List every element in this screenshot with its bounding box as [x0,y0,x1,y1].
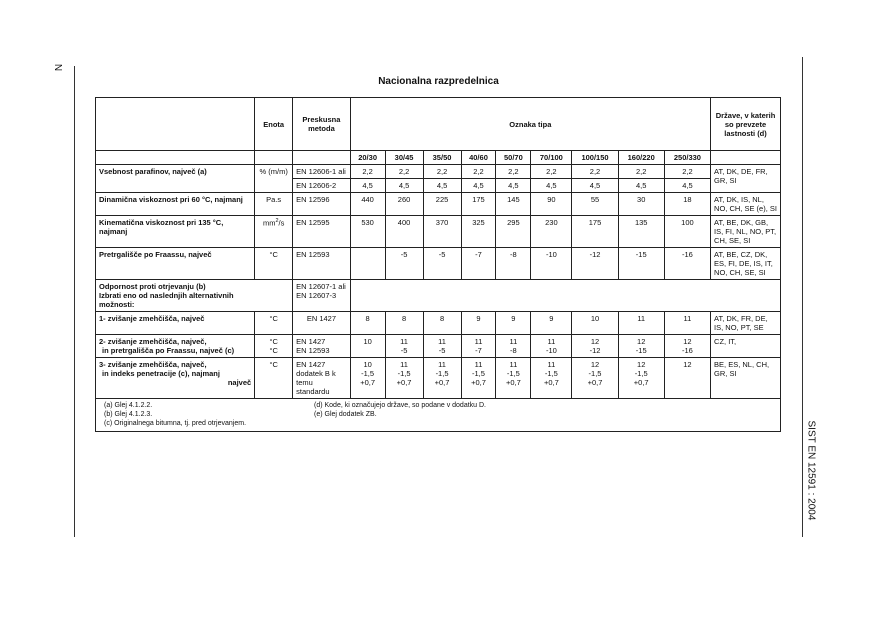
value-cell [618,335,664,358]
value-cell: 4,5 [423,179,461,193]
value-cell [461,358,496,399]
value-cell: 2,2 [572,165,618,179]
table-row [96,358,781,399]
countries-opt1: AT, DK, FR, DE, IS, NO, PT, SE [711,312,781,335]
opt3-method-1: EN 1427 [296,360,326,369]
opt3-value: 11 [474,360,483,369]
opt2-method-2: EN 12593 [296,346,330,355]
opt3-value: +0,7 [543,378,559,387]
property-fraass: Pretrgališče po Fraassu, največ [96,248,255,280]
value-cell [572,335,618,358]
right-margin-line [802,57,803,537]
footnotes-row [96,399,781,432]
value-cell [531,358,572,399]
property-hardening [96,280,255,312]
value-cell: 2,2 [496,165,531,179]
grade-label: 70/100 [531,151,572,165]
value-cell [350,358,385,399]
value-cell: 4,5 [461,179,496,193]
value-cell: 4,5 [350,179,385,193]
value-cell: 100 [664,216,710,248]
value-cell: 9 [531,312,572,335]
value-cell [461,335,496,358]
grade-label: 35/50 [423,151,461,165]
value-cell: 530 [350,216,385,248]
value-cell: -8 [496,248,531,280]
value-cell: -10 [531,248,572,280]
opt2-value: -16 [682,346,693,355]
value-cell [572,358,618,399]
table-row [96,335,781,358]
opt2-value: 11 [400,337,408,346]
value-cell: 2,2 [618,165,664,179]
header-property [96,98,255,151]
method-dyn-visc: EN 12596 [293,193,351,216]
opt3-value: -1,5 [361,369,375,378]
unit-dyn-visc: Pa.s [255,193,293,216]
opt3-value: +0,7 [396,378,412,387]
value-cell: 4,5 [531,179,572,193]
header-grade-caption: Oznaka tipa [350,98,710,151]
standard-identifier: SIST EN 12591 : 2004 [805,420,817,521]
opt3-value: -1,5 [544,369,558,378]
table-row [96,280,781,312]
unit-paraffin: % (m/m) [255,165,293,193]
method-kin-visc: EN 12595 [293,216,351,248]
value-cell [496,335,531,358]
property-opt1: 1- zvišanje zmehčišča, največ [96,312,255,335]
countries-opt3: BE, ES, NL, CH, GR, SI [711,358,781,399]
value-cell [664,335,710,358]
opt3-value: -1,5 [435,369,449,378]
value-cell: 175 [461,193,496,216]
grade-label: 160/220 [618,151,664,165]
left-page-marker: N [52,63,64,72]
value-cell: 9 [496,312,531,335]
opt3-value: +0,7 [360,378,376,387]
national-table [95,97,781,432]
property-paraffin: Vsebnost parafinov, največ (a) [96,165,255,193]
opt3-value: 10 [363,360,372,369]
unit-kin-visc [255,216,293,248]
opt3-value: 12 [590,360,600,369]
value-cell [350,335,385,358]
grade-label: 20/30 [350,151,385,165]
table-row [96,193,781,216]
opt2-line-2: in pretrgališča po Fraassu, največ (c) [102,346,235,355]
table-row [96,216,781,248]
method-opt2 [293,335,351,358]
opt3-method-2: dodatek B k temu standardu [296,369,336,396]
opt2-value: -15 [635,346,647,355]
table-title: Nacionalna razpredelnica [378,76,499,87]
opt3-line-3: največ [227,378,252,387]
value-cell: -12 [572,248,618,280]
opt3-value: 11 [400,360,408,369]
value-cell: 8 [385,312,423,335]
footnote-e: (e) Glej dodatek ZB. [314,410,377,418]
value-cell: 175 [572,216,618,248]
opt2-value: -10 [545,346,557,355]
opt3-value: +0,7 [471,378,486,387]
value-cell: 55 [572,193,618,216]
opt2-line-1: 2- zvišanje zmehčišča, največ, [99,337,207,346]
unit-base: mm [262,218,276,228]
opt3-value: +0,7 [633,378,649,387]
value-cell: 4,5 [664,179,710,193]
value-cell: 4,5 [385,179,423,193]
value-cell: 2,2 [385,165,423,179]
opt3-line-2: in indeks penetracije (c), najmanj [102,369,220,378]
grade-label: 30/45 [385,151,423,165]
header-row [96,98,781,151]
value-cell: -5 [423,248,461,280]
value-cell: 2,2 [664,165,710,179]
value-cell: 8 [423,312,461,335]
value-cell: -7 [461,248,496,280]
value-cell: 145 [496,193,531,216]
value-cell: 4,5 [572,179,618,193]
property-opt2 [96,335,255,358]
opt2-unit-1: °C [269,337,278,346]
value-cell [385,335,423,358]
grades-row [96,151,781,165]
value-cell: 90 [531,193,572,216]
opt3-value: 12 [683,360,692,369]
hardening-blank [350,280,780,312]
countries-opt2: CZ, IT, [711,335,781,358]
value-cell: 295 [496,216,531,248]
unit-sup: 2 [275,218,279,224]
method-paraffin-2: EN 12606-2 [293,179,351,193]
value-cell: 2,2 [461,165,496,179]
value-cell: 2,2 [423,165,461,179]
opt3-value: 11 [547,360,556,369]
value-cell: 400 [385,216,423,248]
hardening-subtitle: Izbrati eno od naslednjih alternativnih možnosti: [99,291,234,309]
opt2-value: 11 [509,337,518,346]
value-cell: -5 [385,248,423,280]
method-opt3 [293,358,351,399]
left-margin-line [74,66,75,537]
opt3-value: -1,5 [397,369,411,378]
value-cell: 9 [461,312,496,335]
footnote-d: (d) Kode, ki označujejo države, so podane v dodatku D. [314,402,486,409]
grade-label: 50/70 [496,151,531,165]
value-cell: 325 [461,216,496,248]
property-opt3 [96,358,255,399]
countries-paraffin: AT, DK, DE, FR, GR, SI [711,165,781,193]
value-cell: 225 [423,193,461,216]
grade-label: 40/60 [461,151,496,165]
hardening-title: Odpornost proti otrjevanju (b) [99,282,206,291]
value-cell: -15 [618,248,664,280]
opt3-value: 11 [509,360,518,369]
value-cell: 370 [423,216,461,248]
value-cell [496,358,531,399]
opt2-value: 11 [547,337,556,346]
opt2-value: -7 [475,346,482,355]
value-cell: 18 [664,193,710,216]
value-cell: 260 [385,193,423,216]
opt3-value: -1,5 [588,369,602,378]
opt3-value: +0,7 [434,378,450,387]
unit-tail: /s [278,218,285,228]
value-cell [350,248,385,280]
opt2-value: 12 [683,337,692,346]
opt2-value: 10 [363,337,372,346]
header-method: Preskusna metoda [293,98,351,151]
table-row [96,312,781,335]
method-paraffin-1: EN 12606-1 ali [293,165,351,179]
method-hardening: EN 12607-1 ali EN 12607-3 [293,280,351,312]
opt2-value: 12 [590,337,600,346]
grade-label: 100/150 [572,151,618,165]
opt3-value: -1,5 [634,369,648,378]
footnote-c: (c) Originalnega bitumna, tj. pred otrjevanjem. [104,419,247,427]
grade-label: 250/330 [664,151,710,165]
value-cell: 11 [664,312,710,335]
value-cell: 11 [618,312,664,335]
value-cell: 8 [350,312,385,335]
opt2-method-1: EN 1427 [296,337,326,346]
unit-opt3: °C [255,358,293,399]
property-dyn-visc: Dinamična viskoznost pri 60 °C, najmanj [96,193,255,216]
value-cell: 2,2 [531,165,572,179]
opt2-value: -5 [438,346,446,355]
unit-opt1: °C [255,312,293,335]
table-row [96,165,781,179]
opt2-value: 12 [637,337,646,346]
opt2-value: 11 [438,337,446,346]
grades-blank [255,151,293,165]
property-kin-visc: Kinematična viskoznost pri 135 °C, najmanj [96,216,255,248]
value-cell: 2,2 [350,165,385,179]
countries-kin-visc: AT, BE, DK, GB, IS, FI, NL, NO, PT, CH, SE, SI [711,216,781,248]
value-cell [531,335,572,358]
value-cell [423,335,461,358]
value-cell [618,358,664,399]
opt3-value: -1,5 [506,369,520,378]
opt3-value: -1,5 [472,369,485,378]
value-cell [385,358,423,399]
opt3-value: 11 [438,360,446,369]
value-cell: 4,5 [618,179,664,193]
opt2-value: -12 [589,346,601,355]
opt2-unit-2: °C [269,346,278,355]
method-fraass: EN 12593 [293,248,351,280]
value-cell: 30 [618,193,664,216]
grades-blank [711,151,781,165]
footnotes [96,399,781,432]
unit-opt2 [255,335,293,358]
value-cell: 4,5 [496,179,531,193]
table-row [96,248,781,280]
value-cell [423,358,461,399]
header-unit: Enota [255,98,293,151]
opt2-value: 11 [474,337,483,346]
opt2-value: -8 [510,346,517,355]
countries-dyn-visc: AT, DK, IS, NL, NO, CH, SE (e), SI [711,193,781,216]
value-cell: -16 [664,248,710,280]
footnote-a: (a) Glej 4.1.2.2. [104,402,153,409]
countries-fraass: AT, BE, CZ, DK, ES, FI, DE, IS, IT, NO, CH, SE, SI [711,248,781,280]
grades-blank [293,151,351,165]
opt3-value: +0,7 [505,378,521,387]
footnote-b: (b) Glej 4.1.2.3. [104,410,153,418]
value-cell: 10 [572,312,618,335]
unit-hardening [255,280,293,312]
opt2-value: -5 [400,346,408,355]
opt3-value: +0,7 [587,378,603,387]
grades-blank [96,151,255,165]
value-cell: 440 [350,193,385,216]
value-cell: 230 [531,216,572,248]
header-countries: Države, v katerih so prevzete lastnosti (d) [711,98,781,151]
unit-fraass: °C [255,248,293,280]
value-cell: 135 [618,216,664,248]
opt3-line-1: 3- zvišanje zmehčišča, največ, [99,360,207,369]
method-opt1: EN 1427 [293,312,351,335]
value-cell [664,358,710,399]
opt3-value: 12 [637,360,646,369]
